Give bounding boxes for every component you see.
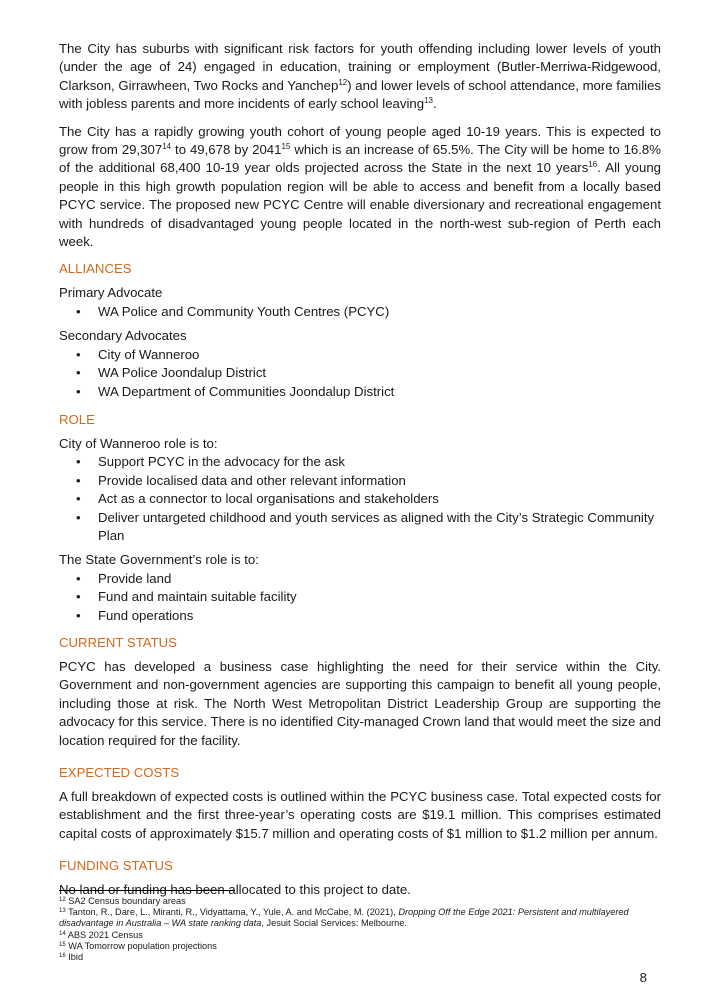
secondary-advocates-label: Secondary Advocates bbox=[59, 328, 187, 344]
list-item: • WA Police and Community Youth Centres (PCYC) bbox=[59, 303, 661, 321]
primary-advocate-label: Primary Advocate bbox=[59, 285, 163, 301]
list-item: • Fund operations bbox=[59, 607, 661, 625]
footnote-divider bbox=[59, 890, 235, 891]
heading-role: ROLE bbox=[59, 411, 95, 427]
paragraph-funding-status: No land or funding has been allocated to this project to date. bbox=[59, 882, 411, 898]
city-role-list bbox=[59, 453, 661, 545]
paragraph-youth-cohort: The City has a rapidly growing youth cohort of young people aged 10-19 years. This is expected to grow from 29,307$^{14}$ to 49,678 by 2041$^{15}$ which is an increase of 65.5%. The City will be home to 16.8% of the additional 68,400 10-19 year olds projected across the State in the next 10 years$^{16}$. All young people in this high growth population region will be able to access and benefit from a locally based PCYC service. The proposed new PCYC Centre will enable diversionary and recreational engagement with hundreds of disadvantaged young people located in the north-west sub-region of Perth each week. bbox=[59, 123, 661, 250]
heading-current-status: CURRENT STATUS bbox=[59, 634, 177, 650]
paragraph-risk-factors: The City has suburbs with significant risk factors for youth offending including lower levels of youth (under the age of 24) engaged in education, training or employment (Butler-Merriwa-Ridgewood, Clarkson, Girrawheen, Two Rocks and Yanchep$^{12}$) and lower levels of school attendance, more families with jobless parents and more incidents of early school leaving$^{13}$. bbox=[59, 41, 661, 112]
footnote-ref-13[interactable]: 13 bbox=[424, 96, 433, 106]
footnotes bbox=[59, 890, 661, 963]
secondary-advocates-list bbox=[59, 346, 661, 401]
list-item: • Provide localised data and other relevant information bbox=[59, 472, 661, 490]
footnote-13: $^{13}$ Tanton, R., Dare, L., Miranti, R., Vidyattama, Y., Yule, A. and McCabe, M. (2021), Dropping Off the Edge 2021: Persistent and multilayered disadvantage in Australia – WA state ranking data, Jesuit Social Services: Melbourne. bbox=[59, 907, 629, 929]
footnote-14: $^{14}$ ABS 2021 Census bbox=[59, 929, 143, 940]
heading-alliances: ALLIANCES bbox=[59, 261, 132, 277]
list-item: • Provide land bbox=[59, 570, 661, 588]
heading-expected-costs: EXPECTED COSTS bbox=[59, 765, 180, 780]
footnote-ref-12[interactable]: 12 bbox=[338, 77, 348, 87]
list-item: • WA Police Joondalup District bbox=[59, 364, 661, 382]
paragraph-expected-costs: A full breakdown of expected costs is outlined within the PCYC business case. Total expected costs for establishment and the first three-year’s operating costs are $19.1 million. This comprises estimated capital costs of approximately $15.7 million and operating costs of $1 million to $1.2 million per annum. bbox=[59, 789, 661, 841]
list-item: • City of Wanneroo bbox=[59, 346, 661, 364]
footnote-ref-14[interactable]: 14 bbox=[162, 142, 172, 152]
footnote-ref-15[interactable]: 15 bbox=[281, 142, 291, 152]
paragraph-current-status: PCYC has developed a business case highlighting the need for their service within the City. Government and non-government agencies are supporting this campaign to benefit all young people, including those at risk. The North West Metropolitan District Leadership Group are supporting the advocacy for this service. There is no identified City-managed Crown land that would meet the size and location required for the facility. bbox=[59, 658, 661, 748]
list-item: • WA Department of Communities Joondalup District bbox=[59, 383, 661, 401]
primary-advocate-list bbox=[59, 303, 661, 321]
list-item: • Act as a connector to local organisations and stakeholders bbox=[59, 490, 661, 508]
page-number: 8 bbox=[639, 970, 647, 985]
list-item: • Deliver untargeted childhood and youth services as aligned with the City’s Strategic Community Plan bbox=[59, 509, 661, 546]
list-item: • Fund and maintain suitable facility bbox=[59, 588, 661, 606]
state-role-list bbox=[59, 570, 661, 625]
heading-funding-status: FUNDING STATUS bbox=[59, 858, 173, 874]
footnote-ref-16[interactable]: 16 bbox=[588, 160, 598, 170]
footnote-12: $^{12}$ SA2 Census boundary areas bbox=[59, 896, 186, 906]
list-item: • Support PCYC in the advocacy for the ask bbox=[59, 453, 661, 471]
footnote-16: $^{16}$ Ibid bbox=[59, 952, 84, 963]
state-role-label: The State Government’s role is to: bbox=[59, 552, 259, 568]
city-role-label: City of Wanneroo role is to: bbox=[59, 435, 218, 451]
document-body bbox=[59, 40, 661, 909]
footnote-15: $^{15}$ WA Tomorrow population projections bbox=[59, 940, 217, 951]
